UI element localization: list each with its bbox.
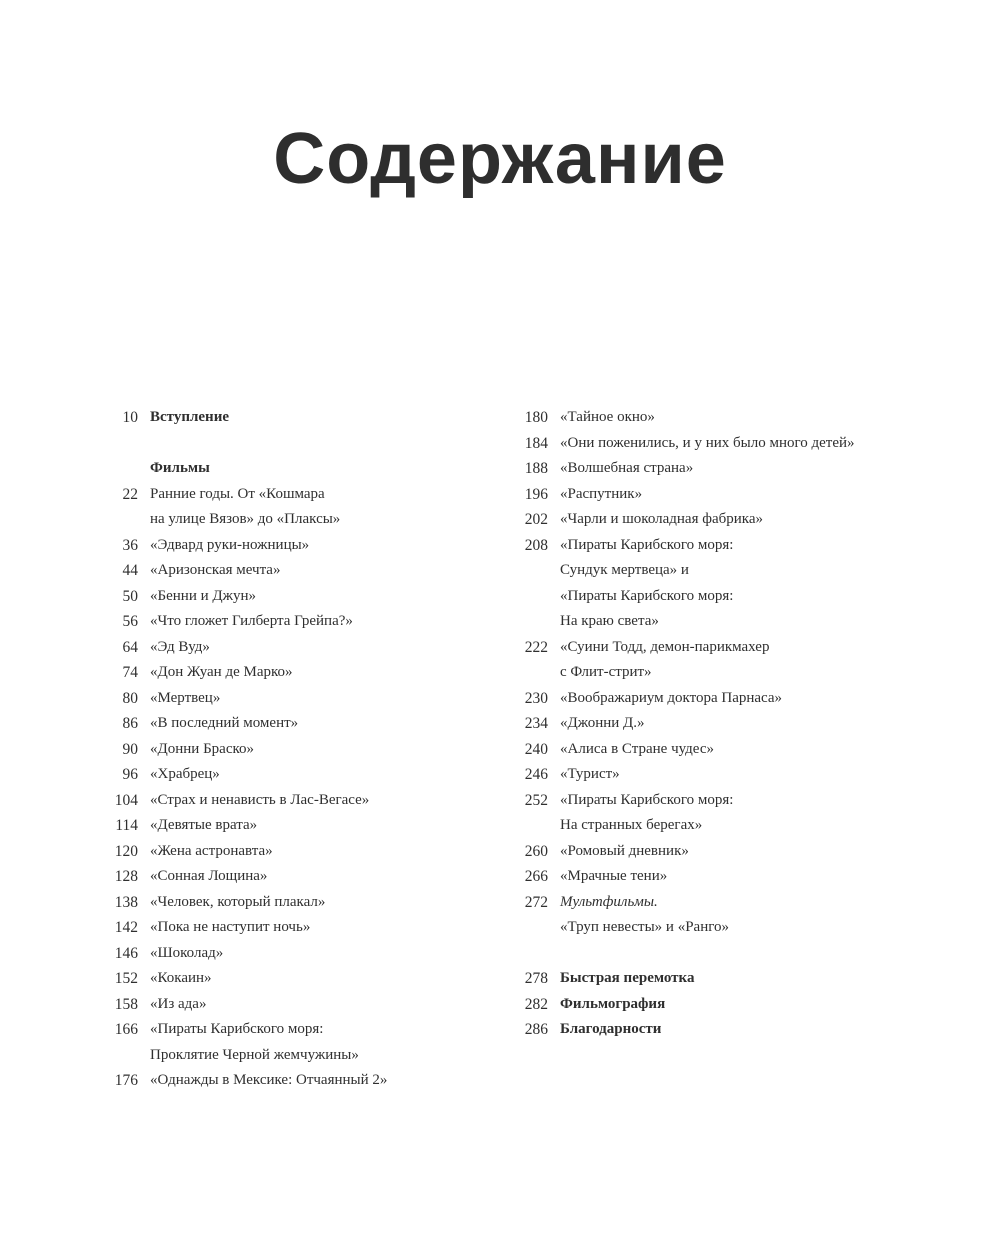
toc-entry-title: «Из ада» [150, 995, 207, 1012]
toc-page-number: 86 [122, 715, 138, 732]
toc-entry-title: «Что гложет Гилберта Грейпа?» [150, 613, 353, 629]
toc-entry [490, 533, 910, 559]
toc-entry-title: «Дон Жуан де Марко» [150, 664, 293, 680]
toc-entry [80, 1068, 480, 1094]
toc-entry [80, 890, 480, 916]
toc-page-number [80, 456, 150, 482]
toc-page-number: 142 [114, 919, 138, 936]
toc-page-number: 272 [524, 893, 548, 911]
toc-page-number [490, 915, 560, 941]
toc-entry-title: «Алиса в Стране чудес» [560, 740, 714, 757]
toc-entry-title: «Ромовый дневник» [560, 842, 689, 859]
toc-entry-title: Фильмы [150, 460, 210, 476]
toc-entry [80, 584, 480, 610]
toc-entry-title: Вступление [150, 409, 229, 425]
toc-page-number: 184 [524, 434, 548, 452]
toc-page-number: 260 [524, 842, 548, 860]
toc-entry [490, 609, 910, 635]
toc-entry [80, 1017, 480, 1043]
toc-entry-title: «Человек, который плакал» [150, 893, 326, 910]
toc-entry-title: На странных берегах» [560, 817, 703, 833]
toc-entry [490, 813, 910, 839]
toc-entry [80, 533, 480, 559]
toc-page-number: 246 [524, 766, 548, 783]
toc-page-number: 56 [122, 613, 138, 630]
toc-page-number: 176 [114, 1072, 138, 1089]
toc-page-number: 234 [524, 715, 548, 732]
toc-page-number: 152 [114, 970, 138, 987]
toc-page-number: 128 [114, 868, 138, 885]
toc-entry-title: Благодарности [560, 1021, 662, 1037]
toc-entry [490, 584, 910, 610]
toc-entry [80, 788, 480, 814]
toc-entry [490, 762, 910, 788]
toc-entry-title: «Бенни и Джун» [150, 587, 257, 604]
toc-page-number: 252 [524, 791, 548, 809]
toc-entry [80, 482, 480, 508]
toc-page-number: 96 [122, 766, 138, 783]
toc-entry-title: «Храбрец» [150, 766, 220, 782]
toc-entry [490, 482, 910, 508]
toc-page-number [490, 813, 560, 839]
toc-page-number: 36 [122, 536, 138, 554]
toc-page-number: 158 [114, 995, 138, 1013]
toc-entry-title: «Они поженились, и у них было много детей» [560, 434, 855, 451]
toc-entry [490, 711, 910, 737]
toc-page-number [80, 507, 150, 533]
toc-entry [80, 762, 480, 788]
toc-entry-title: «Сонная Лощина» [150, 868, 268, 884]
toc-entry [490, 686, 910, 712]
toc-entry [80, 864, 480, 890]
toc-entry-title: «Донни Браско» [150, 740, 255, 757]
toc-entry-title: «В последний момент» [150, 715, 299, 731]
toc-entry-title: «Пока не наступит ночь» [150, 919, 311, 935]
toc-page-number: 80 [122, 689, 138, 707]
toc-page-number: 104 [114, 791, 138, 809]
toc-entry-title: на улице Вязов» до «Плаксы» [150, 511, 341, 527]
toc-entry-title: «Эдвард руки-ножницы» [150, 536, 310, 553]
toc-entry [490, 431, 910, 457]
toc-entry [80, 660, 480, 686]
toc-entry-title: Мультфильмы. [560, 893, 658, 910]
toc-entry [490, 915, 910, 941]
toc-page-number: 44 [122, 562, 138, 579]
toc-page-number: 230 [524, 689, 548, 707]
toc-page-number: 74 [122, 664, 138, 681]
toc-page-number: 208 [524, 536, 548, 554]
toc-entry-title: «Однажды в Мексике: Отчаянный 2» [150, 1072, 388, 1088]
toc-page-number: 114 [115, 817, 138, 834]
toc-right-column [490, 405, 910, 1043]
toc-page-number: 50 [122, 587, 138, 605]
toc-entry-title: «Воображариум доктора Парнаса» [560, 689, 783, 706]
toc-page-number: 138 [114, 893, 138, 911]
toc-entry [490, 660, 910, 686]
toc-page-number: 180 [524, 409, 548, 426]
toc-entry [490, 788, 910, 814]
toc-page-number: 146 [114, 944, 138, 962]
toc-entry [490, 966, 910, 992]
toc-page-number: 240 [524, 740, 548, 758]
toc-entry-title: «Распутник» [560, 485, 643, 502]
toc-entry-title: «Эд Вуд» [150, 638, 210, 655]
toc-page-number [80, 1043, 150, 1069]
toc-page-number [490, 558, 560, 584]
toc-entry [80, 1043, 480, 1069]
toc-page-number [490, 609, 560, 635]
toc-entry-title: «Жена астронавта» [150, 842, 273, 859]
toc-entry-title: «Мрачные тени» [560, 868, 668, 884]
toc-entry-title: «Чарли и шоколадная фабрика» [560, 511, 763, 527]
toc-entry [490, 839, 910, 865]
toc-entry [490, 992, 910, 1018]
toc-entry [80, 941, 480, 967]
toc-page-number: 286 [524, 1021, 548, 1038]
toc-entry-title: «Шоколад» [150, 944, 224, 961]
toc-entry [490, 864, 910, 890]
toc-entry [490, 890, 910, 916]
toc-entry-title: «Труп невесты» и «Ранго» [560, 919, 730, 935]
toc-entry-title: «Джонни Д.» [560, 715, 645, 731]
toc-entry-title: «Пираты Карибского моря: [560, 791, 734, 808]
toc-page-number [490, 660, 560, 686]
toc-entry [80, 635, 480, 661]
toc-entry-title: «Пираты Карибского моря: [560, 536, 734, 553]
toc-entry-title: «Кокаин» [150, 970, 212, 986]
toc-left-column [80, 405, 480, 1094]
toc-entry [80, 456, 480, 482]
toc-entry-title: Сундук мертвеца» и [560, 562, 689, 578]
toc-entry [490, 737, 910, 763]
toc-entry [80, 507, 480, 533]
toc-entry-title: «Турист» [560, 766, 620, 782]
toc-page-number: 196 [524, 485, 548, 503]
toc-page-number [490, 584, 560, 610]
toc-entry-title: Быстрая перемотка [560, 970, 695, 986]
toc-page-number: 90 [122, 740, 138, 758]
toc-entry [80, 686, 480, 712]
toc-entry [80, 992, 480, 1018]
toc-entry [490, 635, 910, 661]
toc-entry [80, 813, 480, 839]
toc-entry-title: «Аризонская мечта» [150, 562, 281, 578]
toc-entry [80, 839, 480, 865]
toc-gap [490, 941, 910, 967]
toc-entry [490, 507, 910, 533]
toc-entry [80, 405, 480, 431]
toc-gap [80, 431, 480, 457]
toc-entry [80, 737, 480, 763]
toc-page-number: 266 [524, 868, 548, 885]
toc-entry-title: Фильмография [560, 995, 666, 1012]
toc-entry [490, 558, 910, 584]
toc-page-number: 166 [114, 1021, 138, 1038]
toc-entry-title: Проклятие Черной жемчужины» [150, 1046, 359, 1063]
toc-entry [80, 966, 480, 992]
toc-entry-title: с Флит-стрит» [560, 664, 652, 680]
toc-page-number: 22 [122, 485, 138, 503]
toc-entry [490, 405, 910, 431]
toc-page-number: 188 [524, 460, 548, 477]
toc-entry-title: На краю света» [560, 613, 659, 629]
toc-page-number: 64 [122, 638, 138, 656]
toc-entry-title: «Суини Тодд, демон-парикмахер [560, 638, 770, 655]
toc-page-number: 202 [524, 511, 548, 528]
toc-entry-title: «Пираты Карибского моря: [560, 587, 734, 604]
toc-entry-title: Ранние годы. От «Кошмара [150, 485, 325, 502]
toc-page-number: 282 [524, 995, 548, 1013]
toc-entry [80, 711, 480, 737]
toc-entry [80, 558, 480, 584]
toc-page-number: 278 [524, 970, 548, 987]
toc-page-number: 222 [524, 638, 548, 656]
toc-entry [80, 915, 480, 941]
toc-entry-title: «Пираты Карибского моря: [150, 1021, 324, 1037]
toc-entry [490, 456, 910, 482]
toc-entry-title: «Волшебная страна» [560, 460, 694, 476]
toc-page-number: 10 [122, 409, 138, 426]
toc-entry-title: «Мертвец» [150, 689, 221, 706]
page-title: Содержание [273, 119, 727, 199]
toc-entry [490, 1017, 910, 1043]
toc-page-number: 120 [114, 842, 138, 860]
toc-entry-title: «Тайное окно» [560, 409, 655, 425]
toc-entry-title: «Девятые врата» [150, 817, 258, 833]
toc-entry-title: «Страх и ненависть в Лас-Вегасе» [150, 791, 370, 808]
toc-entry [80, 609, 480, 635]
